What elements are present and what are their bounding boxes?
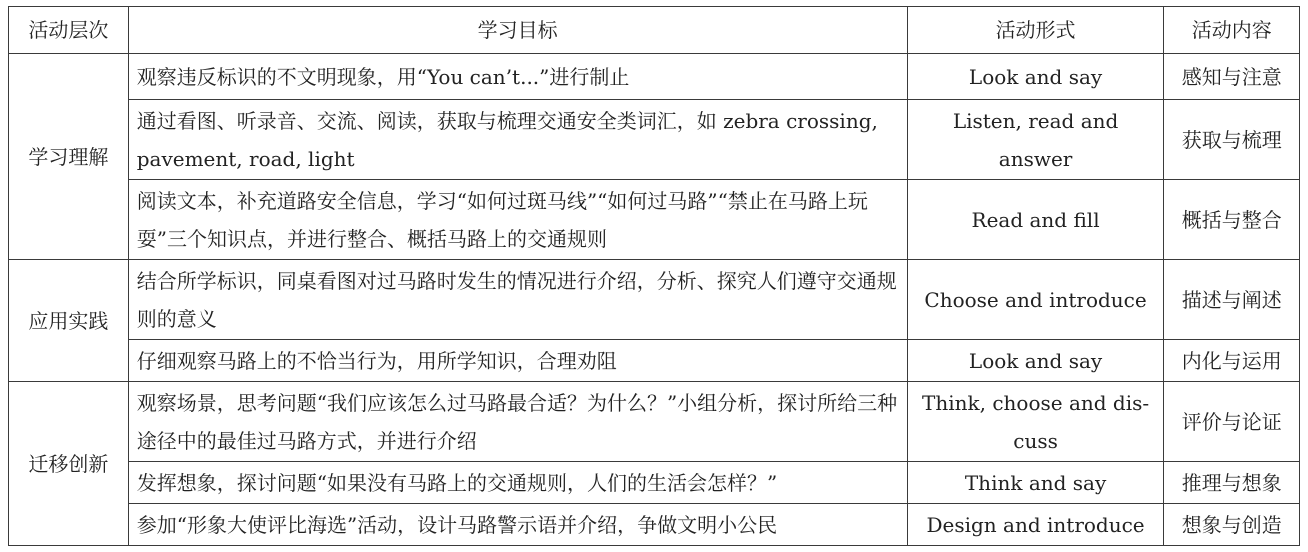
form-cell: Listen, read and answer — [907, 100, 1164, 180]
form-cell: Look and say — [907, 54, 1164, 100]
activity-table — [8, 6, 1300, 546]
form-cell — [907, 382, 1164, 462]
header-level: 活动层次 — [9, 7, 129, 54]
content-cell: 概括与整合 — [1164, 180, 1300, 260]
level-cell: 应用实践 — [9, 260, 129, 382]
goal-cell: 发挥想象，探讨问题“如果没有马路上的交通规则，人们的生活会怎样？” — [128, 462, 907, 504]
content-cell: 感知与注意 — [1164, 54, 1300, 100]
content-cell: 获取与梳理 — [1164, 100, 1300, 180]
table-row — [9, 504, 1300, 546]
form-cell: Think and say — [907, 462, 1164, 504]
content-cell: 评价与论证 — [1164, 382, 1300, 462]
table-row — [9, 100, 1300, 180]
goal-cell: 阅读文本，补充道路安全信息，学习“如何过斑马线”“如何过马路”“禁止在马路上玩耍”三个知识点，并进行整合、概括马路上的交通规则 — [128, 180, 907, 260]
level-cell: 迁移创新 — [9, 382, 129, 546]
table-row — [9, 260, 1300, 340]
header-row — [9, 7, 1300, 54]
content-cell: 想象与创造 — [1164, 504, 1300, 546]
content-cell: 描述与阐述 — [1164, 260, 1300, 340]
header-goal: 学习目标 — [128, 7, 907, 54]
form-cell: Read and fill — [907, 180, 1164, 260]
goal-cell: 结合所学标识，同桌看图对过马路时发生的情况进行介绍，分析、探究人们遵守交通规则的意义 — [128, 260, 907, 340]
form-cell: Look and say — [907, 340, 1164, 382]
form-text: Think, choose and dis-cuss — [921, 390, 1150, 453]
goal-cell: 观察场景，思考问题“我们应该怎么过马路最合适？为什么？”小组分析，探讨所给三种途径中的最佳过马路方式，并进行介绍 — [128, 382, 907, 462]
goal-cell: 通过看图、听录音、交流、阅读，获取与梳理交通安全类词汇，如 zebra crossing, pavement, road, light — [128, 100, 907, 180]
goal-cell: 参加“形象大使评比海选”活动，设计马路警示语并介绍，争做文明小公民 — [128, 504, 907, 546]
form-cell: Choose and introduce — [907, 260, 1164, 340]
table-row — [9, 462, 1300, 504]
table-row — [9, 382, 1300, 462]
table-row — [9, 180, 1300, 260]
content-cell: 内化与运用 — [1164, 340, 1300, 382]
form-cell: Design and introduce — [907, 504, 1164, 546]
table-row — [9, 340, 1300, 382]
goal-cell: 观察违反标识的不文明现象，用“You can’t...”进行制止 — [128, 54, 907, 100]
header-form: 活动形式 — [907, 7, 1164, 54]
table-row — [9, 54, 1300, 100]
header-content: 活动内容 — [1164, 7, 1300, 54]
level-cell: 学习理解 — [9, 54, 129, 260]
content-cell: 推理与想象 — [1164, 462, 1300, 504]
goal-cell: 仔细观察马路上的不恰当行为，用所学知识，合理劝阻 — [128, 340, 907, 382]
